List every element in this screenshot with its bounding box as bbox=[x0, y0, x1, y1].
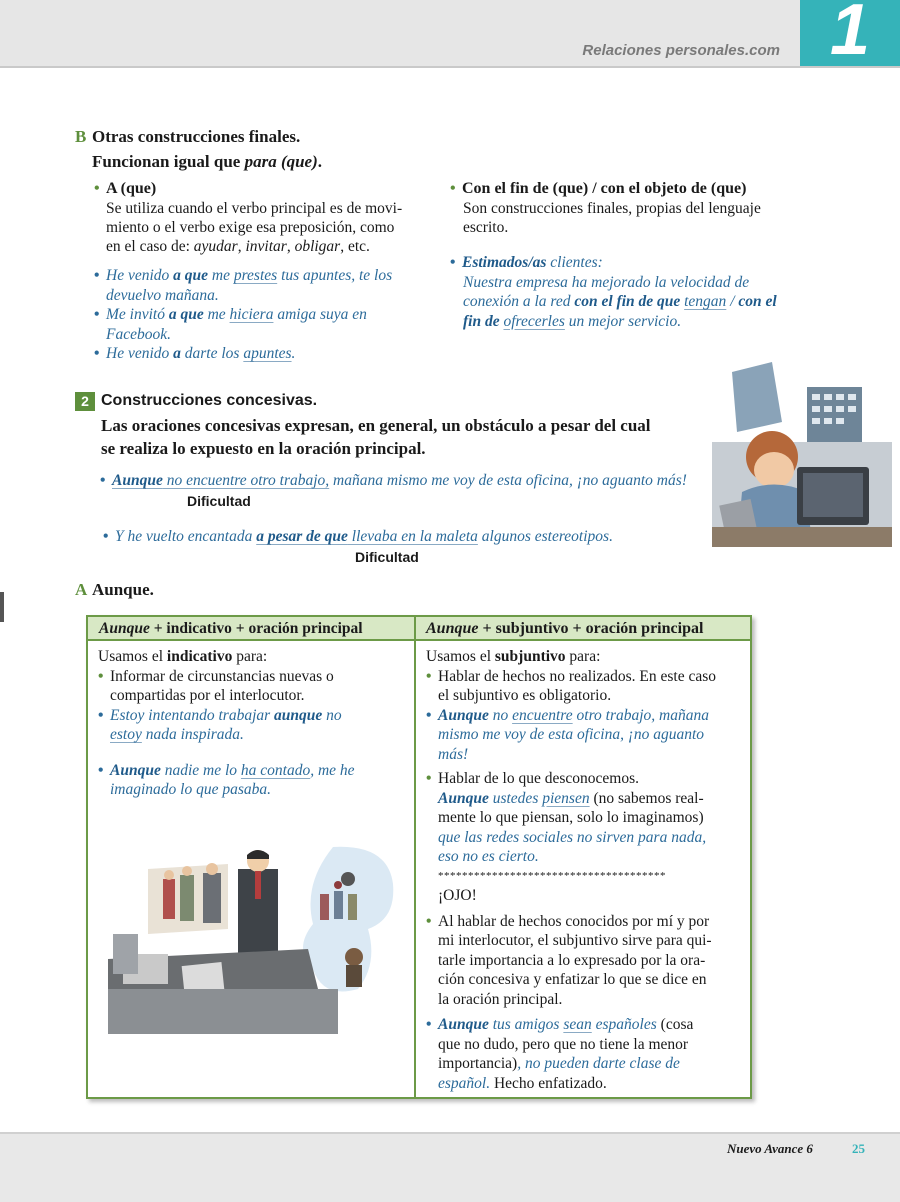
a-que-heading: A (que) bbox=[106, 180, 157, 197]
fin-de-heading: Con el fin de (que) / con el objeto de (que) bbox=[462, 180, 747, 197]
aunque-table bbox=[86, 615, 752, 1099]
a-que-desc: miento o el verbo exige esa preposición, como bbox=[106, 219, 395, 236]
bullet-icon: • bbox=[450, 180, 456, 197]
ojo-label: ¡OJO! bbox=[438, 887, 477, 904]
page-number: 25 bbox=[852, 1141, 865, 1156]
a-que-desc: en el caso de: ayudar, invitar, obligar, etc. bbox=[106, 238, 370, 255]
example-item: Facebook. bbox=[106, 325, 171, 343]
bullet-icon: • bbox=[94, 180, 100, 197]
fin-de-desc: Son construcciones finales, propias del lenguaje bbox=[463, 200, 761, 217]
bullet-icon: • bbox=[426, 770, 432, 787]
a-que-block bbox=[94, 179, 424, 256]
bullet-icon: • bbox=[426, 912, 432, 930]
table-header-subjunctive: Aunque + subjuntivo + oración principal bbox=[416, 617, 750, 641]
section-b-letter: B bbox=[75, 127, 87, 146]
concessive-example-1: • Aunque no encuentre otro trabajo, mañana mismo me voy de esta oficina, ¡no aguanto más! bbox=[100, 472, 687, 489]
example-item: • Me invitó a que me hiciera amiga suya en bbox=[94, 306, 367, 323]
footer-book-title: Nuevo Avance 6 bbox=[727, 1141, 813, 1156]
a-que-examples bbox=[94, 266, 424, 364]
fin-de-block bbox=[450, 179, 810, 237]
bullet-icon: • bbox=[426, 667, 432, 685]
subjunctive-cell: Usamos el subjuntivo para: • Hablar de hechos no realizados. En este caso el subjuntivo es obligatorio. • Aunque no encuentre otro trabajo, mañana mismo me voy de esta oficina, ¡no aguanto más! • Hablar de lo que desconocemos. Aunque ustedes piensen (no sabemos real- mente lo que piensan, solo lo imaginamos) que las redes sociales no sirven para nada, eso no es cierto. ************************************** ¡OJO! • Al hablar de hechos conocidos por mí y por mi interlocutor, el subjuntivo sirve para qui- tarle importancia a lo expresado por la ora- ción concesiva y enfatizar lo que se dice en la oración principal. • Aunque tus amigos sean españoles (cosa que no dudo, pero que no tiene la menor importancia), no pueden darte clase de español. Hecho enfatizado. bbox=[426, 647, 746, 1093]
section-a-letter: A bbox=[75, 580, 88, 599]
example-item: devuelvo mañana. bbox=[106, 286, 219, 304]
section-2-number: 2 bbox=[75, 392, 95, 411]
section-2-title: Construcciones concesivas. bbox=[101, 392, 318, 409]
difficulty-label: Dificultad bbox=[355, 549, 419, 565]
section-b-title: Otras construcciones finales. bbox=[92, 127, 301, 146]
header-title: Relaciones personales.com bbox=[582, 42, 780, 59]
table-header-indicative: Aunque + indicativo + oración principal bbox=[88, 617, 414, 641]
section-a-title: Aunque. bbox=[92, 580, 154, 599]
office-stress-illustration bbox=[712, 362, 892, 547]
office-meeting-illustration bbox=[108, 839, 398, 1039]
section-2-description: Las oraciones concesivas expresan, en general, un obstáculo a pesar del cual se realiza lo expuesto en la oración principal. bbox=[101, 416, 651, 458]
fin-de-example: • Estimados/as clientes: Nuestra empresa ha mejorado la velocidad de conexión a la red con el fin de que tengan / con el fin de ofrecerles un mejor servicio. bbox=[450, 254, 777, 330]
divider-stars: ************************************** bbox=[438, 869, 666, 882]
indicative-cell: Usamos el indicativo para: • Informar de circunstancias nuevas o compartidas por el interlocutor. • Estoy intentando trabajar aunque no estoy nada inspirada. • Aunque nadie me lo ha contado, me he imaginado lo que pasaba. bbox=[98, 648, 355, 798]
section-b-subtitle: Funcionan igual que para (que). bbox=[92, 152, 323, 171]
example-item: • He venido a darte los apuntes. bbox=[94, 345, 296, 362]
chapter-number: 1 bbox=[830, 0, 871, 70]
concessive-example-2: • Y he vuelto encantada a pesar de que llevaba en la maleta algunos estereotipos. bbox=[103, 528, 613, 545]
page-edge-marker bbox=[0, 592, 4, 622]
a-que-desc: Se utiliza cuando el verbo principal es de movi- bbox=[106, 200, 403, 217]
fin-de-desc: escrito. bbox=[463, 219, 509, 236]
bullet-icon: • bbox=[98, 667, 104, 685]
difficulty-label: Dificultad bbox=[187, 493, 251, 509]
example-item: • He venido a que me prestes tus apuntes, te los bbox=[94, 267, 393, 284]
table-divider bbox=[414, 617, 416, 1097]
